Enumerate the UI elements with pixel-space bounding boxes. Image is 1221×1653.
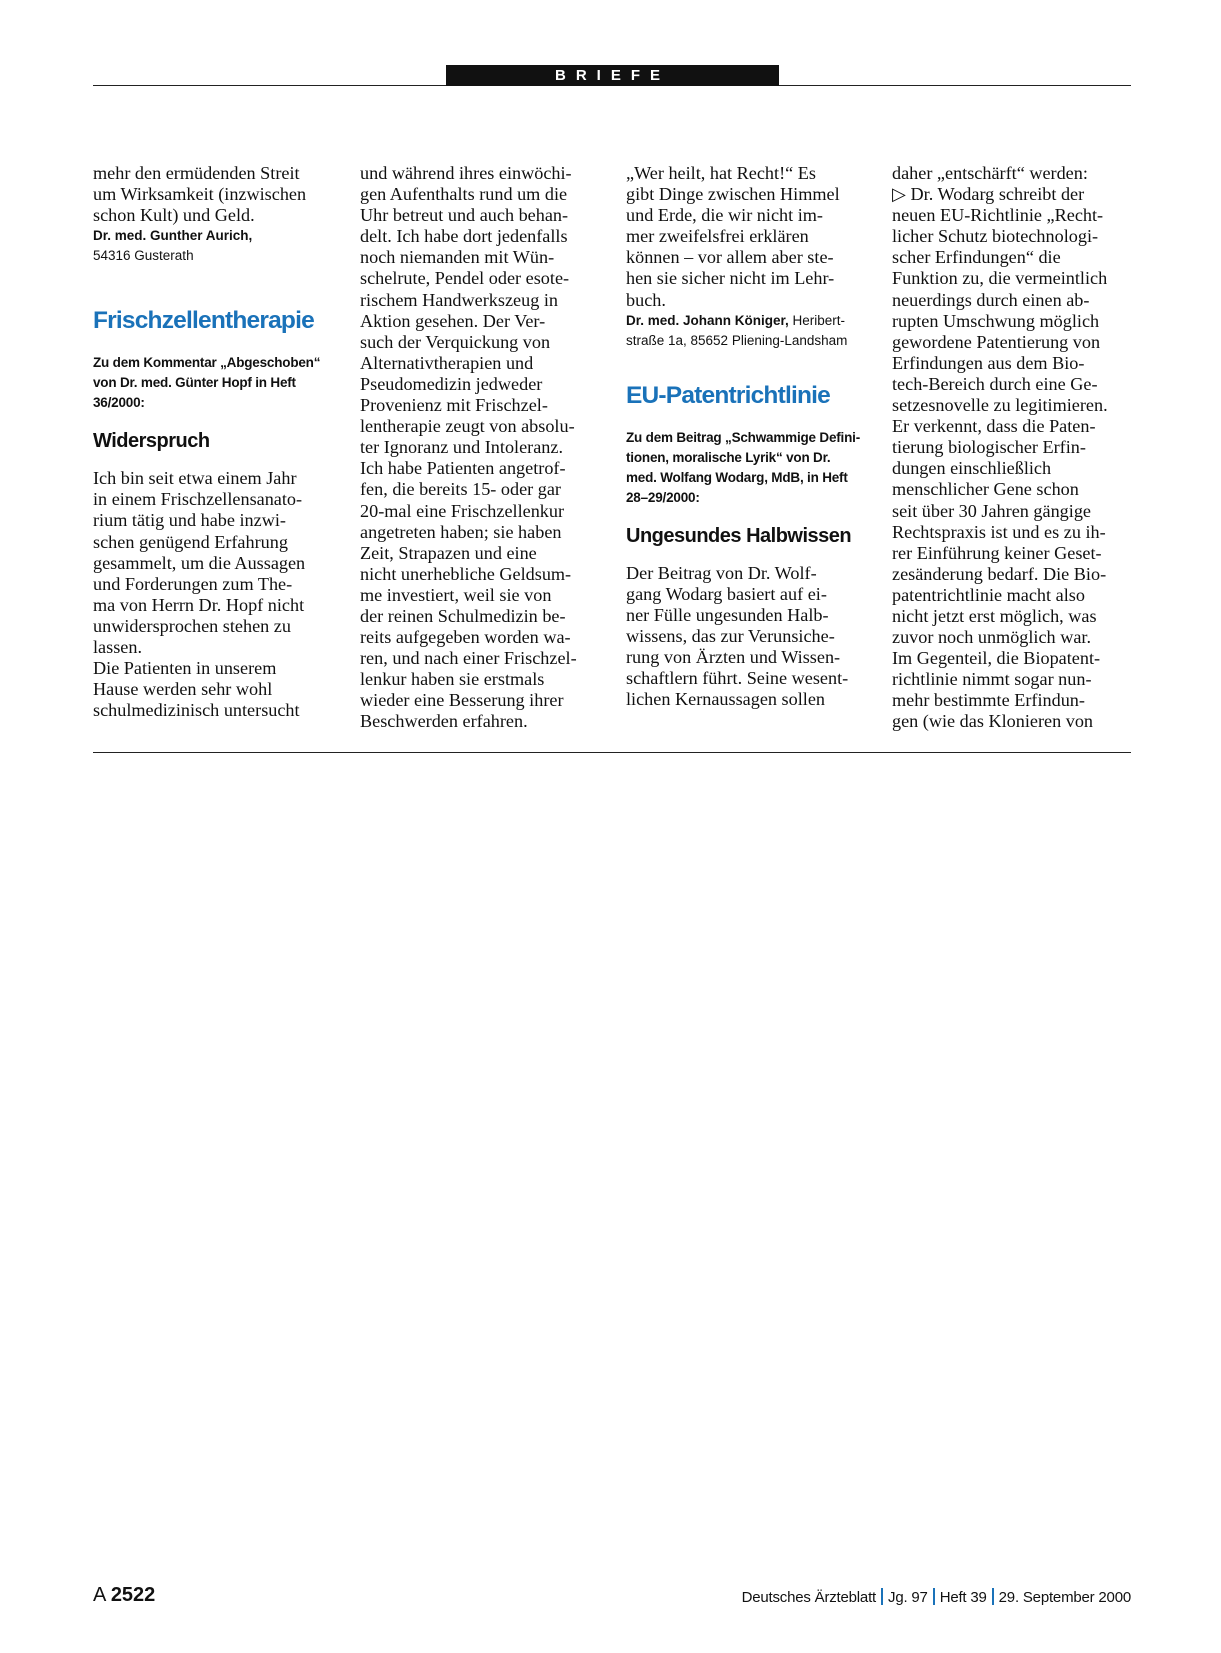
body-text-line: Funktion zu, die vermeintlich — [892, 268, 1108, 289]
body-text-line: tierung biologischer Erfin- — [892, 437, 1086, 458]
body-text-line: scher Erfindungen“ die — [892, 247, 1061, 268]
body-text-line: wieder eine Besserung ihrer — [360, 690, 564, 711]
page-number — [93, 1584, 155, 1607]
body-text-line: zesänderung bedarf. Die Bio- — [892, 563, 1107, 584]
body-text-line: Provenienz mit Frischzel- — [360, 395, 548, 416]
signature-name: Dr. med. Gunther Aurich, — [93, 228, 253, 244]
journal-issue: Heft 39 — [939, 1589, 987, 1606]
body-text-line: daher „entschärft“ werden: — [892, 163, 1088, 183]
topic-heading: EU-Patentrichtlinie — [626, 381, 830, 409]
body-text-line: noch niemanden mit Wün- — [360, 247, 555, 268]
body-text-line: der reinen Schulmedizin be- — [360, 605, 566, 626]
letter-headline: Widerspruch — [93, 430, 210, 453]
body-text-line: Im Gegenteil, die Biopatent- — [892, 648, 1101, 669]
text-column-4 — [892, 163, 1134, 733]
body-text-line: reits aufgegeben worden wa- — [360, 627, 571, 648]
body-text-line: wissens, das zur Verunsiche- — [626, 625, 835, 646]
body-text-line: schelrute, Pendel oder esote- — [360, 268, 570, 289]
body-text-line: mehr den ermüdenden Streit — [93, 163, 300, 183]
body-text-line: buch. — [626, 289, 666, 310]
body-text-line: schen genügend Erfahrung — [93, 531, 288, 552]
body-text-line: um Wirksamkeit (inzwischen — [93, 184, 307, 205]
body-text-line: rung von Ärzten und Wissen- — [626, 647, 841, 668]
body-text-line: angetreten haben; sie haben — [360, 521, 562, 542]
body-text-line: Er verkennt, dass die Paten- — [892, 416, 1096, 437]
body-text-line: rer Einführung keiner Geset- — [892, 542, 1102, 563]
body-text-line: dungen einschließlich — [892, 458, 1052, 479]
body-text-line: fen, die bereits 15- oder gar — [360, 479, 561, 500]
body-text-line: Der Beitrag von Dr. Wolf- — [626, 562, 817, 583]
body-text-line: schulmedizinisch untersucht — [93, 700, 300, 721]
body-text-line: Rechtspraxis ist und es zu ih- — [892, 521, 1106, 542]
body-text-line: Erfindungen aus dem Bio- — [892, 352, 1085, 373]
body-text-line: tech-Bereich durch eine Ge- — [892, 373, 1098, 394]
body-text-line: hen sie sicher nicht im Lehr- — [626, 268, 835, 289]
signature-address: straße 1a, 85652 Pliening-Landsham — [626, 332, 848, 348]
body-text-line: lichen Kernaussagen sollen — [626, 689, 825, 710]
body-text-line: Die Patienten in unserem — [93, 658, 277, 679]
journal-footer — [742, 1588, 1131, 1606]
body-text-line: nicht jetzt erst möglich, was — [892, 605, 1097, 626]
spacer — [626, 351, 868, 381]
reference-line: Zu dem Kommentar „Abgeschoben“ — [93, 355, 321, 371]
body-text-line: such der Verquickung von — [360, 331, 551, 352]
body-text-line: Zeit, Strapazen und eine — [360, 542, 537, 563]
body-text-line: me investiert, weil sie von — [360, 584, 552, 605]
text-column-2 — [360, 163, 602, 733]
body-text-line: 20-mal eine Frischzellenkur — [360, 500, 565, 521]
body-text-line: zuvor noch unmöglich war. — [892, 627, 1092, 648]
reference-line: tionen, moralische Lyrik“ von Dr. — [626, 449, 831, 465]
body-text-line: und Forderungen zum The- — [93, 573, 293, 594]
body-text-line: rupten Umschwung möglich — [892, 310, 1100, 331]
spacer — [626, 411, 868, 428]
body-text-line: neuen EU-Richtlinie „Recht- — [892, 205, 1104, 226]
body-text-line: unwidersprochen stehen zu — [93, 615, 291, 636]
body-text-line: gesammelt, um die Aussagen — [93, 552, 306, 573]
body-text-line: gewordene Patentierung von — [892, 331, 1101, 352]
body-text-line: lenkur haben sie erstmals — [360, 669, 545, 690]
body-text-line: „Wer heilt, hat Recht!“ Es — [626, 163, 816, 183]
body-text-line: schaftlern führt. Seine wesent- — [626, 668, 849, 689]
content-bottom-rule — [93, 752, 1131, 753]
body-text-line: neuerdings durch einen ab- — [892, 289, 1090, 310]
text-column-3 — [626, 163, 868, 710]
body-text-line: schon Kult) und Geld. — [93, 205, 255, 226]
body-text-line: licher Schutz biotechnologi- — [892, 226, 1099, 247]
body-text-line: gang Wodarg basiert auf ei- — [626, 583, 827, 604]
reference-line: von Dr. med. Günter Hopf in Heft — [93, 375, 296, 391]
body-text-line: mehr bestimmte Erfindun- — [892, 690, 1085, 711]
body-text-line: rium tätig und habe inzwi- — [93, 510, 286, 531]
body-text-line: menschlicher Gene schon — [892, 479, 1079, 500]
body-text-line: ter Ignoranz und Intoleranz. — [360, 437, 564, 458]
body-text-line: und während ihres einwöchi- — [360, 163, 572, 183]
reference-line: Zu dem Beitrag „Schwammige Defini- — [626, 429, 860, 445]
body-text-line: ren, und nach einer Frischzel- — [360, 648, 577, 669]
body-text-line: gen (wie das Klonieren von — [892, 711, 1094, 732]
footer-separator — [933, 1588, 935, 1605]
body-text-line: Ich bin seit etwa einem Jahr — [93, 468, 297, 489]
body-text-line: ▷ Dr. Wodarg schreibt der — [892, 184, 1085, 205]
spacer — [93, 413, 335, 428]
body-text-line: rischem Handwerkszeug in — [360, 289, 558, 310]
body-text-line: lentherapie zeugt von absolu- — [360, 416, 575, 437]
reference-line: 28–29/2000: — [626, 489, 700, 505]
journal-name: Deutsches Ärzteblatt — [741, 1589, 877, 1606]
spacer — [626, 549, 868, 563]
body-text-line: Hause werden sehr wohl — [93, 679, 273, 700]
spacer — [93, 336, 335, 353]
body-text-line: Ich habe Patienten angetrof- — [360, 458, 566, 479]
body-text-line: Aktion gesehen. Der Ver- — [360, 310, 546, 331]
topic-heading: Frischzellentherapie — [93, 307, 314, 335]
reference-line: 36/2000: — [93, 395, 145, 411]
body-text-line: richtlinie nimmt sogar nun- — [892, 669, 1092, 690]
body-text-line: Uhr betreut und auch behan- — [360, 205, 569, 226]
body-text-line: gen Aufenthalts rund um die — [360, 184, 568, 205]
body-text-line: ner Fülle ungesunden Halb- — [626, 604, 829, 625]
body-text-line: in einem Frischzellensanato- — [93, 489, 303, 510]
section-label: BRIEFE — [446, 65, 779, 86]
body-text-line: Alternativtherapien und — [360, 352, 534, 373]
spacer — [93, 266, 335, 306]
journal-volume: Jg. 97 — [888, 1589, 928, 1606]
spacer — [93, 454, 335, 468]
body-text-line: patentrichtlinie macht also — [892, 584, 1085, 605]
body-text-line: können – vor allem aber ste- — [626, 247, 834, 268]
signature-name: Dr. med. Johann Königer, Heribert- — [626, 312, 846, 328]
body-text-line: mer zweifelsfrei erklären — [626, 226, 809, 247]
footer-separator — [881, 1588, 883, 1605]
spacer — [626, 508, 868, 523]
body-text-line: lassen. — [93, 637, 142, 658]
page-number-value: 2522 — [110, 1584, 156, 1606]
body-text-line: und Erde, die wir nicht im- — [626, 205, 823, 226]
journal-date: 29. September 2000 — [998, 1589, 1131, 1606]
body-text-line: Beschwerden erfahren. — [360, 711, 528, 732]
body-text-line: seit über 30 Jahren gängige — [892, 500, 1091, 521]
body-text-line: nicht unerhebliche Geldsum- — [360, 563, 572, 584]
body-text-line: delt. Ich habe dort jedenfalls — [360, 226, 568, 247]
letter-headline: Ungesundes Halbwissen — [626, 524, 852, 547]
text-column-1 — [93, 163, 335, 721]
reference-line: med. Wolfang Wodarg, MdB, in Heft — [626, 469, 848, 485]
body-text-line: setzesnovelle zu legitimieren. — [892, 395, 1108, 416]
footer-separator — [992, 1588, 994, 1605]
body-text-line: ma von Herrn Dr. Hopf nicht — [93, 594, 305, 615]
body-text-line: Pseudomedizin jedweder — [360, 373, 543, 394]
signature-address: 54316 Gusterath — [93, 248, 194, 264]
page-prefix: A — [93, 1584, 106, 1606]
body-text-line: gibt Dinge zwischen Himmel — [626, 184, 840, 205]
